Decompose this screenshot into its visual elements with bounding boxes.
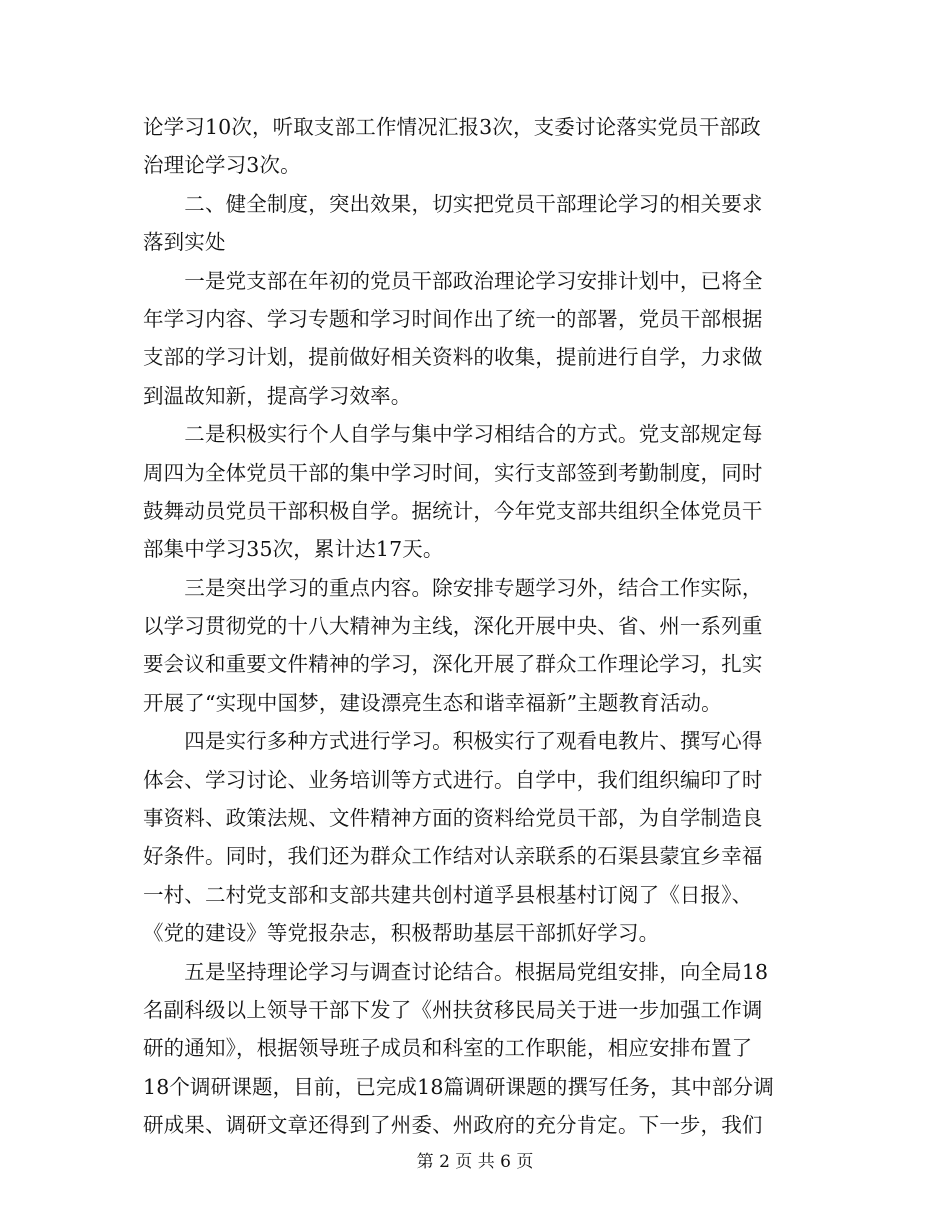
text-line: 鼓舞动员党员干部积极自学。据统计，今年党支部共组织全体党员干: [143, 498, 763, 523]
text-line: 《党的建设》等党报杂志，积极帮助基层干部抓好学习。: [143, 921, 660, 946]
section-heading-line: 二、健全制度，突出效果，切实把党员干部理论学习的相关要求: [143, 191, 763, 216]
text-line: 好条件。同时，我们还为群众工作结对认亲联系的石渠县蒙宜乡幸福: [143, 844, 763, 869]
text-line: 到温故知新，提高学习效率。: [143, 383, 412, 408]
text-line: 周四为全体党员干部的集中学习时间，实行支部签到考勤制度，同时: [143, 460, 763, 485]
text-line: 支部的学习计划，提前做好相关资料的收集，提前进行自学，力求做: [143, 345, 763, 370]
text-line: 二是积极实行个人自学与集中学习相结合的方式。党支部规定每: [143, 422, 763, 447]
text-line: 一村、二村党支部和支部共建共创村道孚县根基村订阅了《日报》、: [143, 882, 753, 907]
text-line: 一是党支部在年初的党员干部政治理论学习安排计划中，已将全: [143, 268, 763, 293]
text-line: 三是突出学习的重点内容。除安排专题学习外，结合工作实际，: [143, 575, 763, 600]
text-line: 要会议和重要文件精神的学习，深化开展了群众工作理论学习，扎实: [143, 652, 763, 677]
text-line: 以学习贯彻党的十八大精神为主线，深化开展中央、省、州一系列重: [143, 614, 763, 639]
page-number-footer: 第 2 页 共 6 页: [416, 1152, 534, 1172]
text-line: 五是坚持理论学习与调查讨论结合。根据局党组安排，向全局18: [143, 959, 769, 984]
section-heading-line: 落到实处: [143, 230, 226, 255]
text-line: 开展了“实现中国梦，建设漂亮生态和谐幸福新”主题教育活动。: [143, 690, 722, 715]
text-line: 名副科级以上领导干部下发了《州扶贫移民局关于进一步加强工作调: [143, 997, 763, 1022]
text-line: 体会、学习讨论、业务培训等方式进行。自学中，我们组织编印了时: [143, 767, 763, 792]
text-line: 四是实行多种方式进行学习。积极实行了观看电教片、撰写心得: [143, 729, 763, 754]
text-line: 治理论学习3次。: [143, 153, 301, 178]
document-body: [143, 108, 795, 1145]
text-line: 研的通知》，根据领导班子成员和科室的工作职能，相应安排布置了: [143, 1036, 753, 1061]
text-line: 研成果、调研文章还得到了州委、州政府的充分肯定。下一步，我们: [143, 1113, 763, 1138]
text-line: 18个调研课题，目前，已完成18篇调研课题的撰写任务，其中部分调: [143, 1074, 774, 1099]
text-line: 事资料、政策法规、文件精神方面的资料给党员干部，为自学制造良: [143, 806, 763, 831]
text-line: 论学习10次，听取支部工作情况汇报3次，支委讨论落实党员干部政: [143, 115, 761, 139]
text-line: 年学习内容、学习专题和学习时间作出了统一的部署，党员干部根据: [143, 306, 763, 331]
text-line: 部集中学习35次，累计达17天。: [143, 537, 444, 562]
